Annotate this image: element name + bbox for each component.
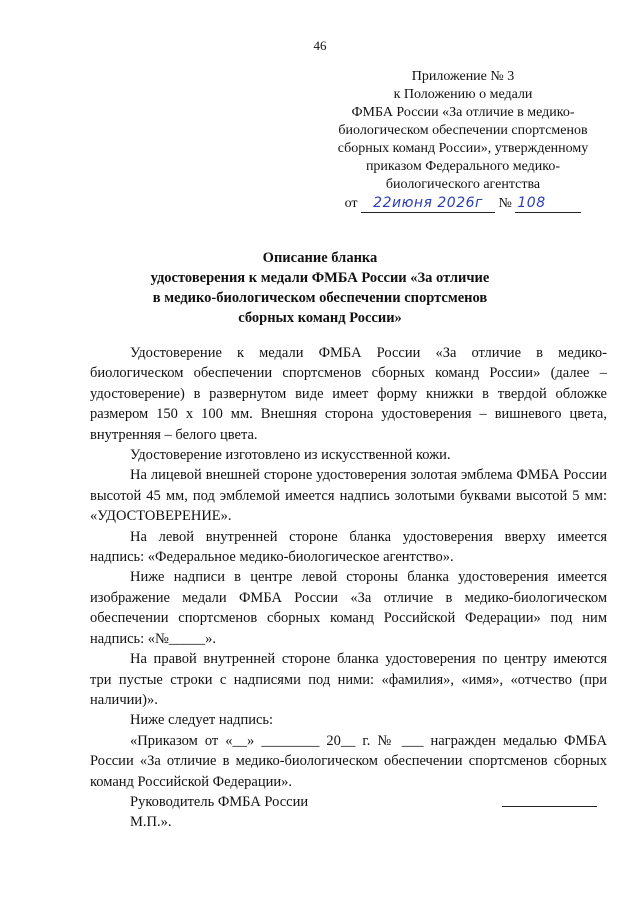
- title-line: сборных команд России»: [238, 310, 402, 326]
- paragraph: Удостоверение к медали ФМБА России «За отличие в медико-биологическом обеспечении спортсменов сборных команд России» (далее – удостоверение) в развернутом виде имеет форму книжки в твердой обложке размером 150 х 100 мм. Внешняя сторона удостоверения – вишневого цвета, внутренняя – белого цвета.: [90, 345, 607, 443]
- document-body: [90, 343, 607, 833]
- signature-label: Руководитель ФМБА России: [130, 793, 309, 810]
- appendix-line: сборных команд России», утвержденному: [337, 141, 589, 156]
- paragraph: На правой внутренней стороне бланка удостоверения по центру имеются три пустые строки с надписями под ними: «фамилия», «имя», «отчество (при наличии)».: [90, 651, 607, 708]
- from-label: от: [344, 196, 358, 211]
- number-label: №: [498, 196, 512, 211]
- appendix-line: Приложение № 3: [411, 69, 515, 84]
- page-number: 46: [313, 38, 327, 53]
- document-title: [0, 248, 640, 328]
- paragraph: Удостоверение изготовлено из искусственной кожи.: [130, 447, 451, 464]
- order-reference: [318, 194, 608, 213]
- appendix-line: биологическом обеспечении спортсменов: [338, 123, 588, 138]
- appendix-header: [318, 68, 608, 213]
- paragraph: Ниже надписи в центре левой стороны бланка удостоверения имеется изображение медали ФМБА России «За отличие в медико-биологическом обеспечении спортсменов сборных команд Российской Федерации» под ним надпись: «№_____».: [90, 569, 607, 647]
- paragraph: На левой внутренней стороне бланка удостоверения вверху имеется надпись: «Федеральное медико-биологическое агентство».: [90, 528, 607, 566]
- appendix-line: биологического агентства: [385, 177, 541, 192]
- handwritten-number: 108: [515, 194, 581, 213]
- paragraph: Ниже следует надпись:: [130, 712, 274, 729]
- signature-row: [90, 792, 607, 812]
- signature-blank: [502, 792, 597, 807]
- title-line: удостоверения к медали ФМБА России «За отличие: [150, 270, 490, 286]
- title-line: в медико-биологическом обеспечении спортсменов: [152, 290, 488, 306]
- stamp-label: М.П.».: [130, 814, 172, 831]
- appendix-line: приказом Федерального медико-: [365, 159, 561, 174]
- handwritten-date: 22июня 2026г: [361, 194, 495, 213]
- paragraph: «Приказом от «__» ________ 20__ г. № ___ награжден медалью ФМБА России «За отличие в медико-биологическом обеспечении спортсменов сборных команд Российской Федерации».: [90, 732, 607, 790]
- appendix-line: ФМБА России «За отличие в медико-: [351, 105, 575, 120]
- title-line: Описание бланка: [262, 250, 378, 266]
- paragraph: На лицевой внешней стороне удостоверения золотая эмблема ФМБА России высотой 45 мм, под эмблемой имеется надпись золотыми буквами высотой 5 мм: «УДОСТОВЕРЕНИЕ».: [90, 467, 607, 525]
- appendix-line: к Положению о медали: [393, 87, 533, 102]
